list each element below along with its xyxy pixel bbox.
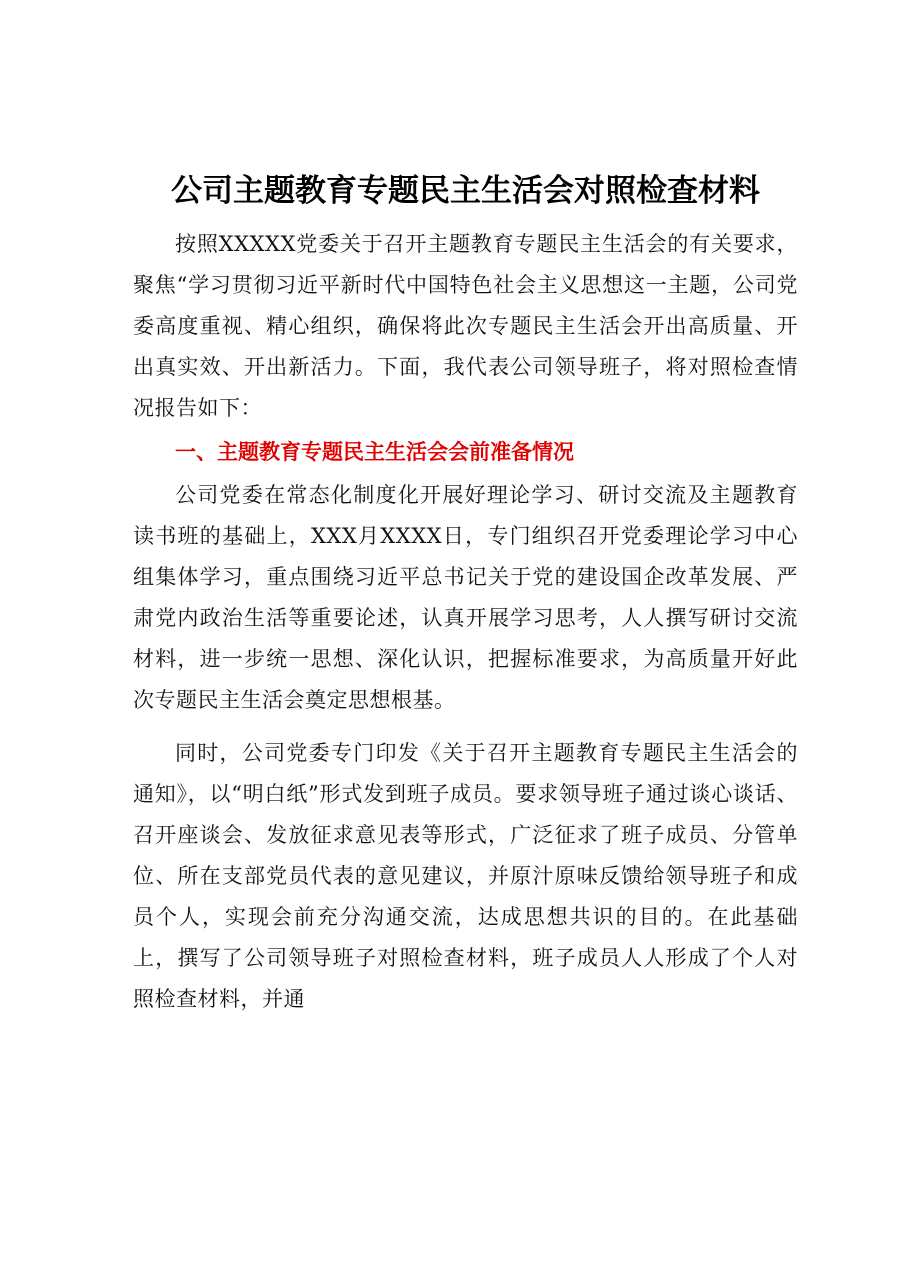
- intro-paragraph: 按照XXXXX党委关于召开主题教育专题民主生活会的有关要求，聚焦“学习贯彻习近平新时代中国特色社会主义思想这一主题，公司党委高度重视、精心组织，确保将此次专题民主生活会开出高质量、开出真实效、开出新活力。下面，我代表公司领导班子，将对照检查情况报告如下：: [133, 232, 798, 420]
- section-heading-1: 一、主题教育专题民主生活会会前准备情况: [175, 440, 574, 464]
- document-body: [133, 166, 798, 1020]
- section-1-paragraph-2: 同时，公司党委专门印发《关于召开主题教育专题民主生活会的通知》，以“明白纸”形式发到班子成员。要求领导班子通过谈心谈话、召开座谈会、发放征求意见表等形式，广泛征求了班子成员、分管单位、所在支部党员代表的意见建议，并原汁原味反馈给领导班子和成员个人，实现会前充分沟通交流，达成思想共识的目的。在此基础上，撰写了公司领导班子对照检查材料，班子成员人人形成了个人对照检查材料，并通: [133, 741, 798, 1011]
- section-1-paragraph-1: 公司党委在常态化制度化开展好理论学习、研讨交流及主题教育读书班的基础上，XXX月XXXX日，专门组织召开党委理论学习中心组集体学习，重点围绕习近平总书记关于党的建设国企改革发展、严肃党内政治生活等重要论述，认真开展学习思考，人人撰写研讨交流材料，进一步统一思想、深化认识，把握标准要求，为高质量开好此次专题民主生活会奠定思想根基。: [133, 483, 798, 712]
- document-title: 公司主题教育专题民主生活会对照检查材料: [171, 173, 760, 209]
